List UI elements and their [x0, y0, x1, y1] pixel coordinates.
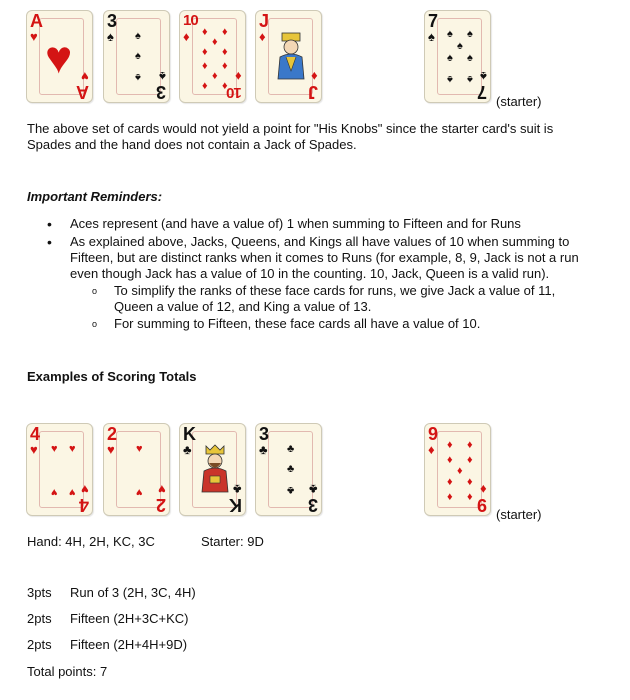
- card-rank: 7: [428, 11, 439, 31]
- heart-icon: ♥: [136, 486, 143, 498]
- diamond-icon: ♦: [212, 70, 218, 82]
- score-points: 2pts: [27, 637, 52, 652]
- club-icon: ♣: [287, 463, 295, 475]
- card-rank: 2: [107, 424, 118, 444]
- knobs-explanation: The above set of cards would not yield a point for "His Knobs" since the starter card's suit is Spades and the hand does not contain a Jack of Spades.: [27, 121, 554, 152]
- diamond-icon: ♦: [447, 439, 453, 451]
- diamond-icon: ♦: [447, 491, 453, 503]
- card-rank: 10: [227, 84, 242, 101]
- heart-icon: ♥: [45, 31, 73, 83]
- spade-icon: ♠: [467, 73, 473, 85]
- diamond-icon: ♦: [457, 465, 463, 477]
- total-points: Total points: 7: [27, 664, 108, 679]
- heart-icon: ♥: [81, 69, 89, 84]
- card-rank: 3: [259, 424, 270, 444]
- jack-figure-icon: [274, 31, 308, 81]
- spade-icon: ♠: [135, 71, 141, 83]
- card-rank: 9: [476, 495, 487, 515]
- starter-summary: Starter: 9D: [201, 534, 264, 549]
- card-four-of-hearts: [26, 423, 93, 516]
- diamond-icon: ♦: [467, 491, 473, 503]
- card-rank: J: [307, 82, 318, 102]
- diamond-icon: ♦: [467, 454, 473, 466]
- score-description: Fifteen (2H+4H+9D): [70, 637, 188, 652]
- card-rank: 10: [183, 12, 198, 29]
- card-nine-of-diamonds: [424, 423, 491, 516]
- diamond-icon: ♦: [447, 476, 453, 488]
- starter-label: (starter): [496, 94, 542, 109]
- club-icon: ♣: [309, 482, 318, 497]
- club-icon: ♣: [259, 442, 268, 457]
- diamond-icon: ♦: [447, 454, 453, 466]
- card-rank: J: [259, 11, 270, 31]
- diamond-icon: ♦: [202, 46, 208, 58]
- spade-icon: ♠: [447, 52, 453, 64]
- heart-icon: ♥: [136, 443, 143, 455]
- card-ace-of-hearts: [26, 10, 93, 103]
- spade-icon: ♠: [447, 73, 453, 85]
- diamond-icon: ♦: [480, 482, 487, 497]
- reminder-item: Aces represent (and have a value of) 1 when summing to Fifteen and for Runs: [70, 216, 521, 231]
- reminder-item: As explained above, Jacks, Queens, and Kings all have values of 10 when summing to Fifteen, but are distinct ranks when it comes to Runs (for example, 8, 9, Jack is not a run even though Jack has a value of 10 in the counting. 10, Jack, Queen is a valid run).: [70, 234, 579, 281]
- club-icon: ♣: [233, 482, 242, 497]
- bullet-icon: •: [47, 234, 52, 250]
- sub-bullet-icon: o: [92, 319, 98, 329]
- card-king-of-clubs: [179, 423, 246, 516]
- card-rank: 9: [428, 424, 439, 444]
- starter-label: (starter): [496, 507, 542, 522]
- sub-bullet-icon: o: [92, 286, 98, 296]
- heart-icon: ♥: [69, 486, 76, 498]
- diamond-icon: ♦: [222, 46, 228, 58]
- heart-icon: ♥: [30, 29, 38, 44]
- card-three-of-clubs: [255, 423, 322, 516]
- reminder-subitem: To simplify the ranks of these face cards for runs, we give Jack a value of 11, Queen a value of 12, and King a value of 13.: [114, 283, 556, 314]
- card-three-of-spades: [103, 10, 170, 103]
- card-rank: 3: [107, 11, 118, 31]
- card-rank: A: [76, 82, 89, 102]
- diamond-icon: ♦: [467, 476, 473, 488]
- card-rank: 3: [155, 82, 166, 102]
- score-description: Run of 3 (2H, 3C, 4H): [70, 585, 196, 600]
- heart-icon: ♥: [107, 442, 115, 457]
- card-rank: 4: [30, 424, 41, 444]
- card-rank: 2: [155, 495, 166, 515]
- spade-icon: ♠: [457, 40, 463, 52]
- king-figure-icon: [198, 444, 232, 494]
- spade-icon: ♠: [159, 69, 166, 84]
- diamond-icon: ♦: [235, 69, 242, 84]
- heart-icon: ♥: [81, 482, 89, 497]
- reminder-subitem: For summing to Fifteen, these face cards all have a value of 10.: [114, 316, 481, 331]
- spade-icon: ♠: [447, 28, 453, 40]
- heart-icon: ♥: [158, 482, 166, 497]
- heart-icon: ♥: [69, 443, 76, 455]
- diamond-icon: ♦: [202, 60, 208, 72]
- hand-summary: Hand: 4H, 2H, KC, 3C: [27, 534, 155, 549]
- spade-icon: ♠: [467, 28, 473, 40]
- heart-icon: ♥: [30, 442, 38, 457]
- card-rank: A: [30, 11, 43, 31]
- card-rank: 7: [476, 82, 487, 102]
- diamond-icon: ♦: [467, 439, 473, 451]
- diamond-icon: ♦: [222, 80, 228, 92]
- diamond-icon: ♦: [202, 80, 208, 92]
- card-rank: K: [229, 495, 242, 515]
- spade-icon: ♠: [480, 69, 487, 84]
- spade-icon: ♠: [428, 29, 435, 44]
- heart-icon: ♥: [51, 443, 58, 455]
- card-rank: K: [183, 424, 196, 444]
- diamond-icon: ♦: [222, 26, 228, 38]
- diamond-icon: ♦: [259, 29, 266, 44]
- diamond-icon: ♦: [311, 69, 318, 84]
- diamond-icon: ♦: [428, 442, 435, 457]
- spade-icon: ♠: [107, 29, 114, 44]
- card-rank: 4: [78, 495, 89, 515]
- diamond-icon: ♦: [222, 60, 228, 72]
- club-icon: ♣: [183, 442, 192, 457]
- card-jack-of-diamonds: [255, 10, 322, 103]
- diamond-icon: ♦: [202, 26, 208, 38]
- score-points: 2pts: [27, 611, 52, 626]
- club-icon: ♣: [287, 443, 295, 455]
- card-two-of-hearts: [103, 423, 170, 516]
- club-icon: ♣: [287, 484, 295, 496]
- card-ten-of-diamonds: [179, 10, 246, 103]
- card-rank: 3: [307, 495, 318, 515]
- spade-icon: ♠: [467, 52, 473, 64]
- heart-icon: ♥: [51, 486, 58, 498]
- reminders-heading: Important Reminders:: [27, 189, 163, 204]
- spade-icon: ♠: [135, 50, 141, 62]
- card-seven-of-spades: [424, 10, 491, 103]
- bullet-icon: •: [47, 216, 52, 232]
- examples-heading: Examples of Scoring Totals: [27, 369, 197, 384]
- diamond-icon: ♦: [183, 29, 190, 44]
- diamond-icon: ♦: [212, 36, 218, 48]
- spade-icon: ♠: [135, 30, 141, 42]
- score-points: 3pts: [27, 585, 52, 600]
- score-description: Fifteen (2H+3C+KC): [70, 611, 189, 626]
